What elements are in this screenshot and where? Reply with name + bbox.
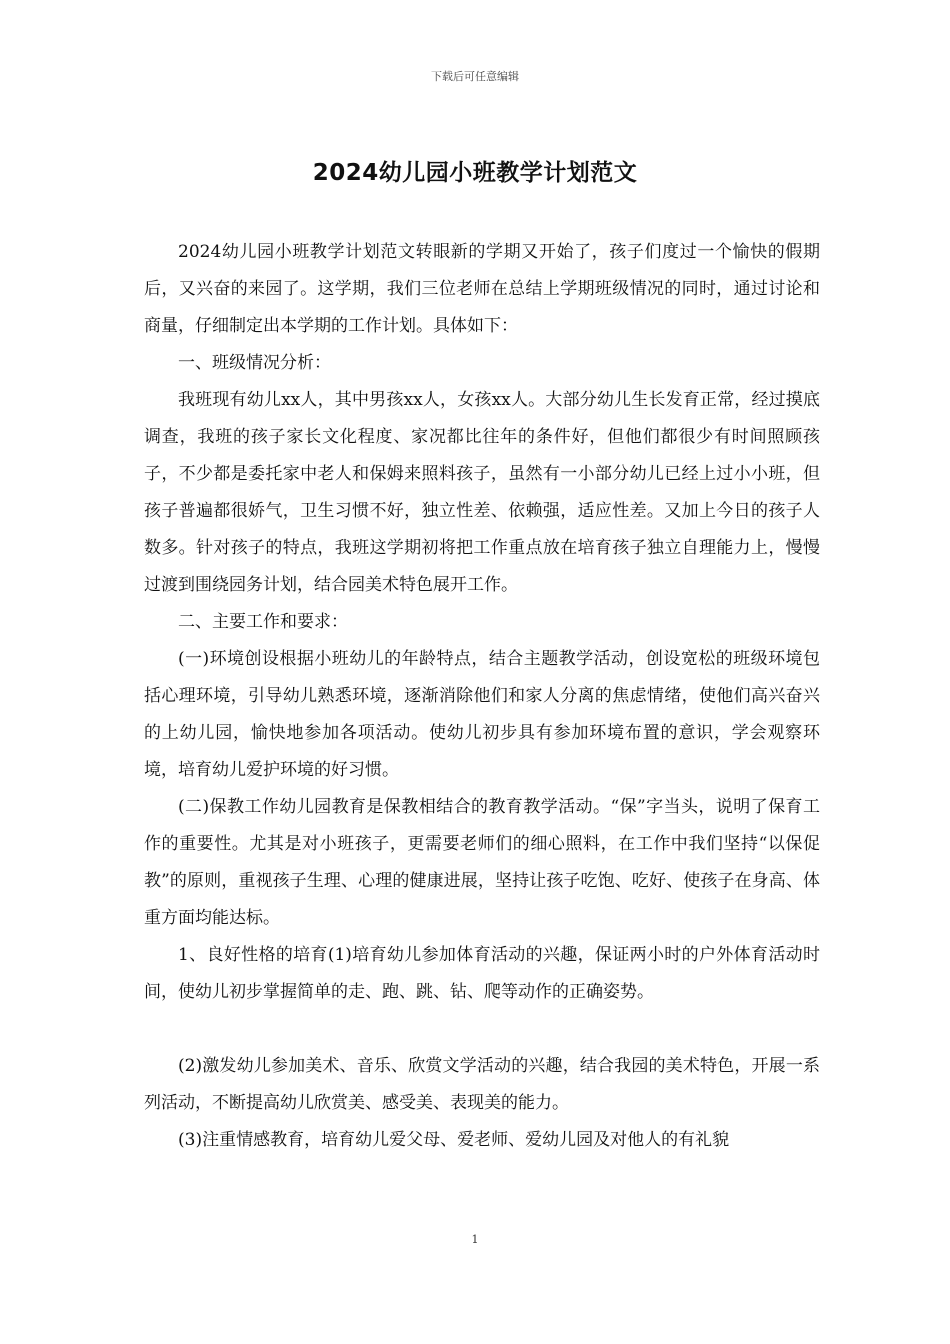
paragraph-character-2: (2)激发幼儿参加美术、音乐、欣赏文学活动的兴趣，结合我园的美术特色，开展一系列活动，不断提高幼儿欣赏美、感受美、表现美的能力。	[144, 1056, 820, 1113]
paragraph-heading-2: 二、主要工作和要求：	[178, 612, 348, 632]
paragraph-care-work: (二)保教工作幼儿园教育是保教相结合的教育教学活动。“保”字当头，说明了保育工作的重要性。尤其是对小班孩子，更需要老师们的细心照料，在工作中我们坚持“以保促教”的原则，重视孩子生理、心理的健康进展，坚持让孩子吃饱、吃好、使孩子在身高、体重方面均能达标。	[144, 797, 820, 928]
paragraph-class-analysis: 我班现有幼儿xx人，其中男孩xx人，女孩xx人。大部分幼儿生长发育正常，经过摸底调查，我班的孩子家长文化程度、家况都比往年的条件好，但他们都很少有时间照顾孩子，不少都是委托家中老人和保姆来照料孩子，虽然有一小部分幼儿已经上过小小班，但孩子普遍都很娇气，卫生习惯不好，独立性差、依赖强，适应性差。又加上今日的孩子人数多。针对孩子的特点，我班这学期初将把工作重点放在培育孩子独立自理能力上，慢慢过渡到围绕园务计划，结合园美术特色展开工作。	[144, 390, 820, 595]
paragraph-character-3: (3)注重情感教育，培育幼儿爱父母、爱老师、爱幼儿园及对他人的有礼貌	[178, 1130, 730, 1150]
document-body	[144, 234, 820, 1159]
paragraph-intro: 2024幼儿园小班教学计划范文转眼新的学期又开始了，孩子们度过一个愉快的假期后，又兴奋的来园了。这学期，我们三位老师在总结上学期班级情况的同时，通过讨论和商量，仔细制定出本学期的工作计划。具体如下：	[144, 242, 820, 336]
page-number: 1	[471, 1233, 479, 1246]
header-note: 下载后可任意编辑	[431, 70, 519, 83]
document-title: 2024幼儿园小班教学计划范文	[312, 160, 638, 186]
paragraph-character-1: 1、良好性格的培育(1)培育幼儿参加体育活动的兴趣，保证两小时的户外体育活动时间，使幼儿初步掌握简单的走、跑、跳、钻、爬等动作的正确姿势。	[144, 945, 820, 1002]
paragraph-environment: (一)环境创设根据小班幼儿的年龄特点，结合主题教学活动，创设宽松的班级环境包括心理环境，引导幼儿熟悉环境，逐渐消除他们和家人分离的焦虑情绪，使他们高兴奋兴的上幼儿园，愉快地参加各项活动。使幼儿初步具有参加环境布置的意识，学会观察环境，培育幼儿爱护环境的好习惯。	[144, 649, 820, 780]
paragraph-heading-1: 一、班级情况分析：	[178, 353, 331, 373]
